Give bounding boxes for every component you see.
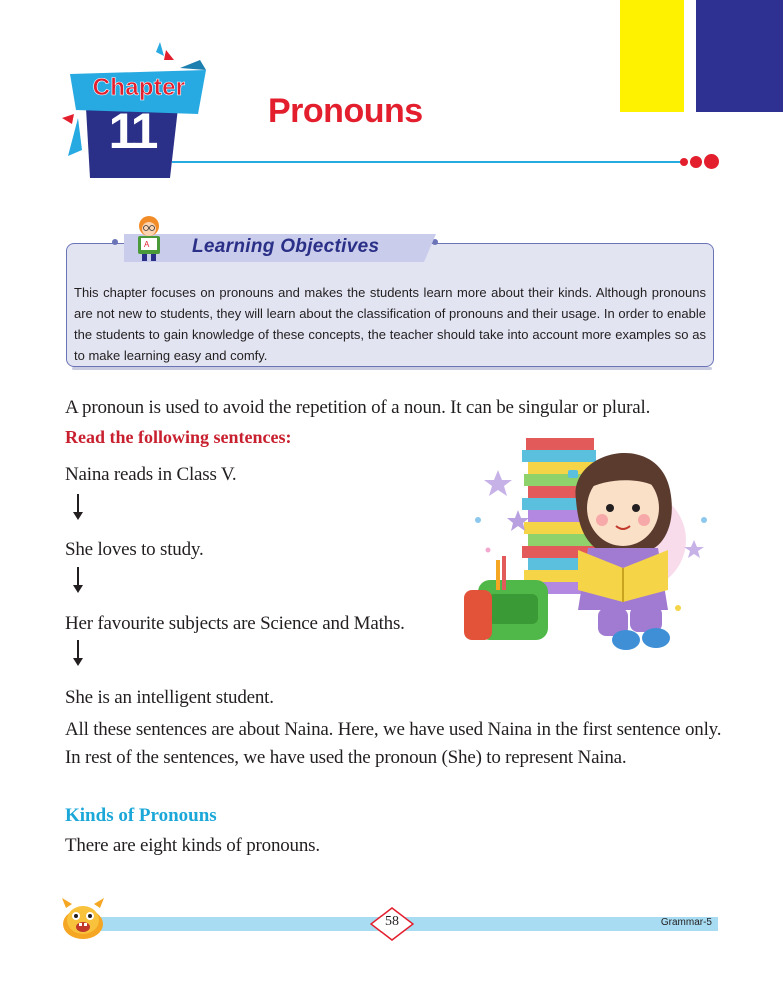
title-underline bbox=[172, 161, 682, 163]
objectives-heading: Learning Objectives bbox=[192, 236, 380, 257]
down-arrow-2 bbox=[77, 567, 79, 587]
chapter-label: Chapter bbox=[92, 74, 186, 101]
objectives-box-shadow bbox=[72, 367, 712, 370]
mascot-icon bbox=[58, 896, 108, 940]
title-dot-1 bbox=[680, 158, 688, 166]
page-title: Pronouns bbox=[268, 92, 423, 130]
navy-corner-block bbox=[696, 0, 783, 112]
svg-text:A: A bbox=[144, 240, 150, 249]
kinds-heading: Kinds of Pronouns bbox=[65, 805, 217, 826]
teacher-reading-icon bbox=[132, 214, 166, 262]
sentence-3: Her favourite subjects are Science and Maths. bbox=[65, 613, 405, 634]
intro-paragraph: A pronoun is used to avoid the repetition of a noun. It can be singular or plural. bbox=[65, 397, 651, 418]
sentence-2: She loves to study. bbox=[65, 539, 204, 560]
yellow-corner-block bbox=[620, 0, 684, 112]
book-name: Grammar-5 bbox=[660, 917, 712, 928]
kinds-text: There are eight kinds of pronouns. bbox=[65, 835, 320, 856]
chapter-number: 11 bbox=[108, 103, 156, 159]
down-arrow-1 bbox=[77, 494, 79, 514]
page-number: 58 bbox=[385, 914, 399, 929]
sentence-4: She is an intelligent student. bbox=[65, 687, 274, 708]
read-heading: Read the following sentences: bbox=[65, 427, 292, 447]
girl-reading-illustration bbox=[458, 430, 718, 660]
objectives-connector-left bbox=[112, 239, 118, 245]
sentence-1: Naina reads in Class V. bbox=[65, 464, 237, 485]
title-dot-2 bbox=[690, 156, 702, 168]
down-arrow-3 bbox=[77, 640, 79, 660]
title-dot-3 bbox=[704, 154, 719, 169]
objectives-body: This chapter focuses on pronouns and makes the students learn more about their kinds. Although pronouns are not new to students, they will learn about the classification of pronouns and their usage. In order to enable the students to gain knowledge of these concepts, the teacher should take into account more examples so as to make learning easy and comfy. bbox=[74, 285, 706, 363]
explanation-paragraph: All these sentences are about Naina. Here, we have used Naina in the first sentence only. In rest of the sentences, we have used the pronoun (She) to represent Naina. bbox=[65, 719, 722, 768]
